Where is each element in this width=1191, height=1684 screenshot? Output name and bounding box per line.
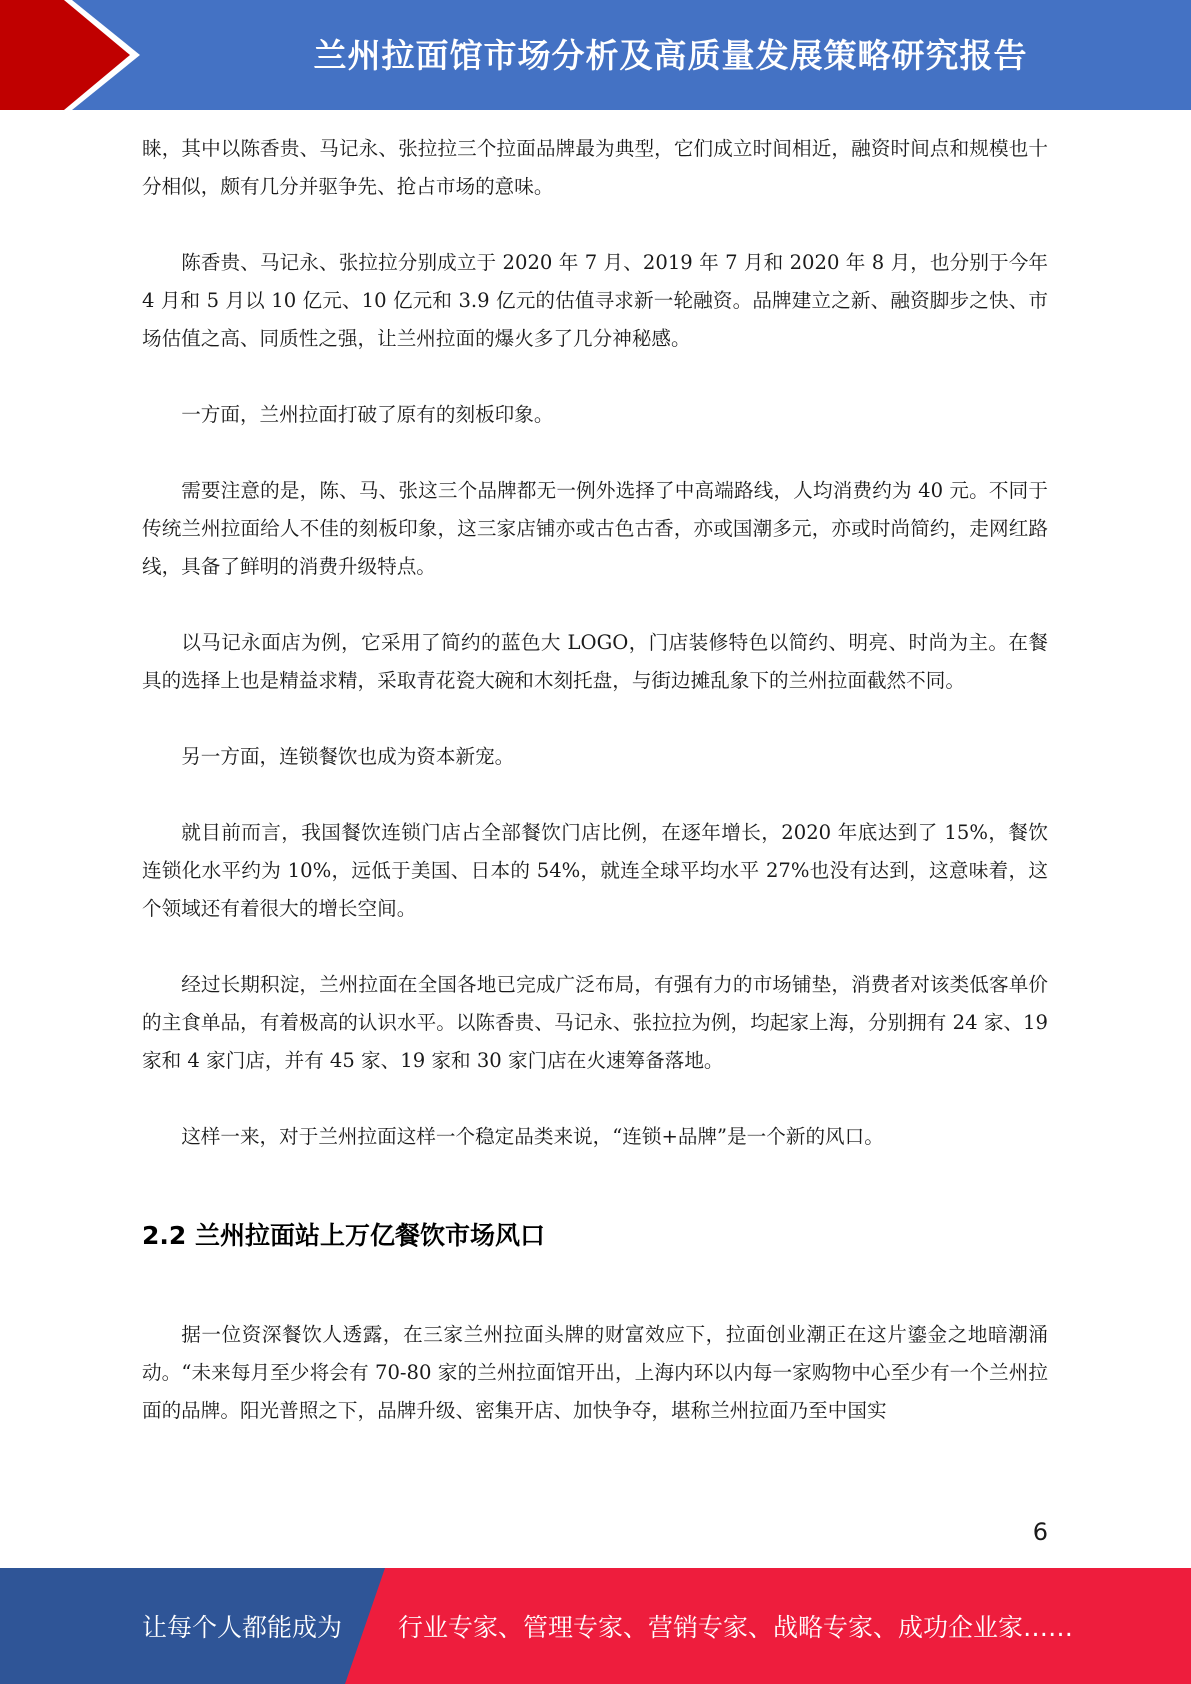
paragraph-7: 就目前而言，我国餐饮连锁门店占全部餐饮门店比例，在逐年增长，2020 年底达到了 15%，餐饮连锁化水平约为 10%，远低于美国、日本的 54%，就连全球平均水平 27%也没有达到，这意味着，这个领域还有着很大的增长空间。 <box>142 821 1048 920</box>
header-chevron-icon <box>0 0 150 110</box>
paragraph-3: 一方面，兰州拉面打破了原有的刻板印象。 <box>181 403 554 426</box>
footer-slogan-right: 行业专家、管理专家、营销专家、战略专家、成功企业家…… <box>398 1613 1074 1642</box>
report-title: 兰州拉面馆市场分析及高质量发展策略研究报告 <box>313 36 1028 75</box>
section-heading: 2.2 兰州拉面站上万亿餐饮市场风口 <box>142 1221 545 1250</box>
page-header <box>0 0 1191 110</box>
page-footer <box>0 1568 1191 1684</box>
section-paragraph-1: 据一位资深餐饮人透露，在三家兰州拉面头牌的财富效应下，拉面创业潮正在这片鎏金之地暗潮涌动。“未来每月至少将会有 70-80 家的兰州拉面馆开出，上海内环以内每一家购物中心至少有一个兰州拉面的品牌。阳光普照之下，品牌升级、密集开店、加快争夺，堪称兰州拉面乃至中国实 <box>142 1323 1048 1422</box>
paragraph-1: 睐，其中以陈香贵、马记永、张拉拉三个拉面品牌最为典型，它们成立时间相近，融资时间点和规模也十分相似，颇有几分并驱争先、抢占市场的意味。 <box>142 137 1048 198</box>
document-body <box>142 130 1048 1430</box>
paragraph-6: 另一方面，连锁餐饮也成为资本新宠。 <box>181 745 515 768</box>
paragraph-9: 这样一来，对于兰州拉面这样一个稳定品类来说，“连锁+品牌”是一个新的风口。 <box>181 1125 884 1148</box>
page-number: 6 <box>1032 1518 1048 1546</box>
paragraph-2: 陈香贵、马记永、张拉拉分别成立于 2020 年 7 月、2019 年 7 月和 2020 年 8 月，也分别于今年 4 月和 5 月以 10 亿元、10 亿元和 3.9 亿元的估值寻求新一轮融资。品牌建立之新、融资脚步之快、市场估值之高、同质性之强，让兰州拉面的爆火多了几分神秘感。 <box>142 251 1048 350</box>
footer-slogan-left: 让每个人都能成为 <box>142 1613 343 1642</box>
paragraph-4: 需要注意的是，陈、马、张这三个品牌都无一例外选择了中高端路线，人均消费约为 40 元。不同于传统兰州拉面给人不佳的刻板印象，这三家店铺亦或古色古香，亦或国潮多元，亦或时尚简约，走网红路线，具备了鲜明的消费升级特点。 <box>142 479 1048 578</box>
paragraph-5: 以马记永面店为例，它采用了简约的蓝色大 LOGO，门店装修特色以简约、明亮、时尚为主。在餐具的选择上也是精益求精，采取青花瓷大碗和木刻托盘，与街边摊乱象下的兰州拉面截然不同。 <box>142 631 1048 692</box>
paragraph-8: 经过长期积淀，兰州拉面在全国各地已完成广泛布局，有强有力的市场铺垫，消费者对该类低客单价的主食单品，有着极高的认识水平。以陈香贵、马记永、张拉拉为例，均起家上海，分别拥有 24 家、19 家和 4 家门店，并有 45 家、19 家和 30 家门店在火速筹备落地。 <box>142 973 1048 1072</box>
